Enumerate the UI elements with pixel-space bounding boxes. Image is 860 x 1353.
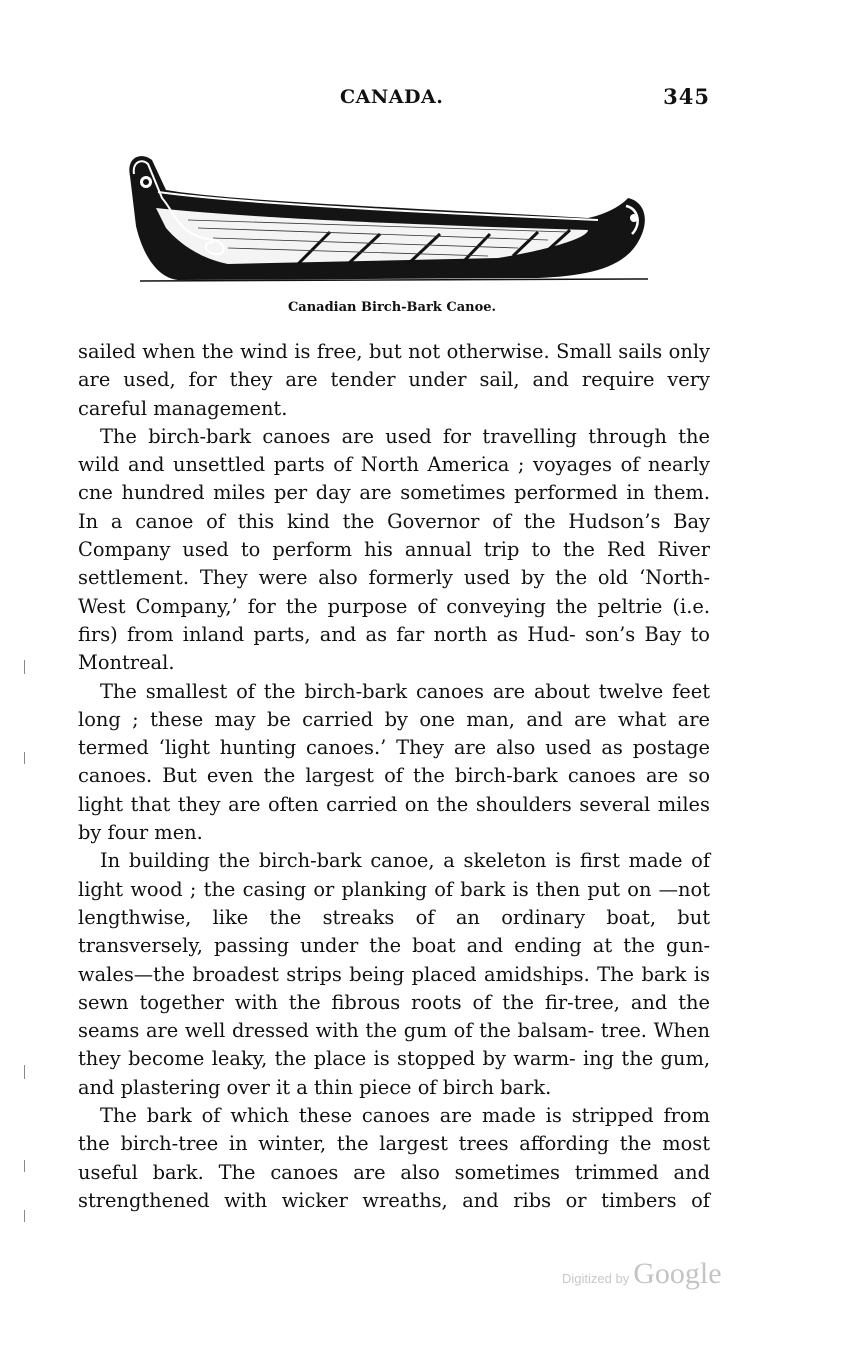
paragraph-4: In building the birch-bark canoe, a skeleton is first made of light wood ; the casing or planking of bark is then put on —not lengthwise, like the streaks of an ordinary boat, but transversely, passing under the boat and ending at the gun- wales—the broadest strips being placed amidships. The bark is sewn together with the fibrous roots of the fir-tree, and the seams are well dressed with the gum of the balsam- tree. When they become leaky, the place is stopped by warm- ing the gum, and plastering over it a thin piece of birch bark. <box>78 849 710 1099</box>
margin-scan-mark <box>24 752 25 764</box>
margin-scan-mark <box>24 1160 25 1172</box>
paragraph-3: The smallest of the birch-bark canoes are about twelve feet long ; these may be carried by one man, and are what are termed ‘light hunting canoes.’ They are also used as postage canoes. But even the largest of the birch-bark canoes are so light that they are often carried on the shoulders several miles by four men. <box>78 679 710 845</box>
digitized-watermark <box>562 1257 762 1297</box>
running-title: CANADA. <box>340 86 444 108</box>
canoe-illustration <box>118 146 658 296</box>
page-number: 345 <box>663 84 710 109</box>
margin-scan-mark <box>24 660 25 674</box>
paragraph-5: The bark of which these canoes are made is stripped from the birch-tree in winter, the largest trees affording the most useful bark. The canoes are also sometimes trimmed and strengthened with wicker wreaths, and ribs or timbers of <box>78 1104 710 1212</box>
paragraph-1: sailed when the wind is free, but not otherwise. Small sails only are used, for they are tender under sail, and require very careful management. <box>78 340 710 420</box>
paragraph-2: The birch-bark canoes are used for travelling through the wild and unsettled parts of North America ; voyages of nearly cne hundred miles per day are sometimes performed in them. In a canoe of this kind the Governor of the Hudson’s Bay Company used to perform his annual trip to the Red River settlement. They were also formerly used by the old ‘North-West Company,’ for the purpose of conveying the peltrie (i.e. firs) from inland parts, and as far north as Hud- son’s Bay to Montreal. <box>78 424 710 675</box>
margin-scan-mark <box>24 1065 25 1079</box>
watermark-prefix: Digitized by <box>562 1271 630 1286</box>
margin-scan-mark <box>24 1210 25 1222</box>
figure-caption: Canadian Birch-Bark Canoe. <box>287 300 497 315</box>
body-text <box>78 338 710 1215</box>
google-logo: Google <box>633 1257 722 1290</box>
running-head <box>78 86 710 116</box>
